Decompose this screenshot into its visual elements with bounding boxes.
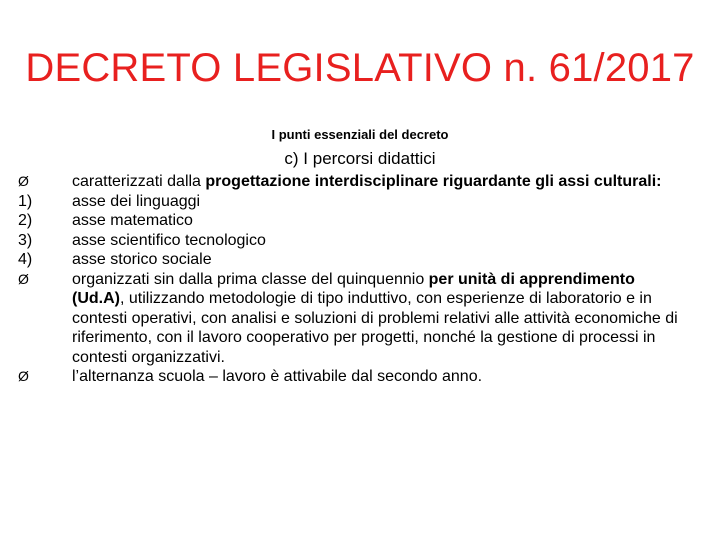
- list-item: [18, 270, 678, 368]
- list-item-text: caratterizzati dalla progettazione interdisciplinare riguardante gli assi culturali:: [72, 173, 662, 190]
- list-item: [18, 211, 678, 231]
- list-item-text: asse scientifico tecnologico: [72, 231, 266, 249]
- list-item: [18, 250, 678, 270]
- list-number: 2): [18, 212, 33, 229]
- list-item-text: asse dei linguaggi: [72, 192, 201, 210]
- list-item: [18, 172, 678, 192]
- section-heading: c) I percorsi didattici: [284, 149, 436, 168]
- slide-title: DECRETO LEGISLATIVO n. 61/2017: [25, 46, 695, 90]
- bullet-list: [18, 172, 678, 387]
- arrow-bullet-icon: Ø: [18, 173, 29, 189]
- slide-subtitle: I punti essenziali del decreto: [271, 127, 449, 142]
- list-number: 4): [18, 251, 33, 268]
- list-number: 1): [18, 192, 33, 210]
- list-item-text: l’alternanza scuola – lavoro è attivabile dal secondo anno.: [72, 368, 483, 385]
- list-item: [18, 231, 678, 251]
- arrow-bullet-icon: Ø: [18, 368, 29, 384]
- list-item-text: organizzati sin dalla prima classe del quinquennio per unità di apprendimento (Ud.A), utilizzando metodologie di tipo induttivo, con esperienze di laboratorio e in contesti operativi, con analisi e soluzioni di problemi relativi alle attività economiche di riferimento, con il lavoro cooperativo per progetti, nonché la gestione di processi in contesti organizzativi.: [72, 270, 678, 366]
- arrow-bullet-icon: Ø: [18, 270, 29, 287]
- list-item: [18, 367, 678, 387]
- list-number: 3): [18, 231, 33, 249]
- list-item-text: asse matematico: [72, 212, 193, 229]
- list-item-text: asse storico sociale: [72, 251, 212, 268]
- list-item: [18, 192, 678, 212]
